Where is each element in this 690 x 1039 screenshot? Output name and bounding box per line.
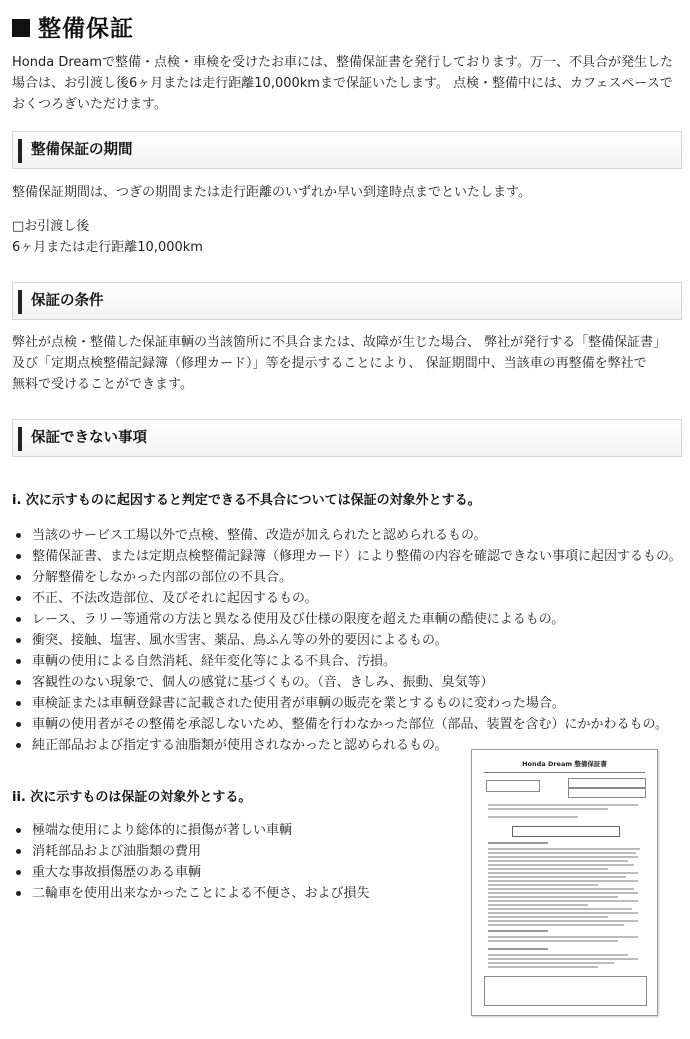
certificate-text-line: [488, 908, 632, 910]
list-item: 分解整備をしなかった内部の部位の不具合。: [12, 567, 681, 588]
certificate-text-line: [488, 864, 634, 866]
certificate-text-line: [488, 872, 638, 874]
certificate-text-line: [488, 892, 638, 894]
term-line: 6ヶ月または走行距離10,000km: [12, 240, 203, 255]
section-title-period: 整備保証の期間: [31, 142, 133, 158]
conditions-line: 無料で受けることができます。: [12, 377, 193, 392]
certificate-text-line: [488, 920, 638, 922]
certificate-text-line: [488, 930, 548, 932]
certificate-text-line: [488, 804, 638, 806]
page-title-text: 整備保証: [38, 16, 134, 42]
certificate-text-line: [488, 954, 628, 956]
list-item: レース、ラリー等通常の方法と異なる使用及び仕様の限度を超えた車輌の酷使によるもの。: [12, 609, 681, 630]
certificate-text-line: [488, 876, 626, 878]
certificate-text-line: [488, 958, 638, 960]
intro-line: 場合は、お引渡し後6ヶ月または走行距離10,000kmまで保証いたします。 点検・整備中には、カフェスペースで: [12, 76, 673, 91]
certificate-text-line: [488, 842, 548, 844]
section-header-exclusions: [12, 419, 682, 457]
certificate-field: [486, 780, 540, 792]
certificate-rule: [484, 772, 645, 773]
list-item: 純正部品および指定する油脂類が使用されなかったと認められるもの。: [12, 735, 681, 756]
header-bar: [18, 427, 22, 451]
certificate-text-line: [488, 896, 618, 898]
period-text: 整備保証期間は、つぎの期間または走行距離のいずれか早い到達時点までといたします。: [12, 185, 531, 200]
certificate-text-line: [488, 962, 614, 964]
conditions-paragraph: [12, 332, 682, 395]
certificate-text-line: [488, 868, 608, 870]
certificate-text-line: [488, 924, 624, 926]
list-item: 不正、不法改造部位、及びそれに起因するもの。: [12, 588, 681, 609]
certificate-field: [568, 788, 646, 798]
intro-line: Honda Dreamで整備・点検・車検を受けたお車には、整備保証書を発行しております。万一、不具合が発生した: [12, 55, 673, 70]
conditions-line: 及び「定期点検整備記録簿（修理カード）」等を提示することにより、 保証期間中、当該車の再整備を弊社で: [12, 356, 647, 371]
certificate-text-line: [488, 966, 598, 968]
term-line: □お引渡し後: [12, 219, 90, 234]
section-title-conditions: 保証の条件: [31, 293, 104, 309]
header-bar: [18, 139, 22, 163]
certificate-text-line: [488, 880, 638, 882]
certificate-text-line: [488, 900, 638, 902]
certificate-text-line: [488, 948, 548, 950]
header-bar: [18, 290, 22, 314]
list-item: 車検証または車輌登録書に記載された使用者が車輌の販売を業とするものに変わった場合。: [12, 693, 681, 714]
list-item: 車輌の使用者がその整備を承認しないため、整備を行わなかった部位（部品、装置を含む）にかかわるもの。: [12, 714, 681, 735]
certificate-text-line: [488, 888, 634, 890]
certificate-text-line: [488, 912, 638, 914]
exclusions-list-1: [12, 525, 681, 756]
list-item: 衝突、接触、塩害、風水雪害、薬品、鳥ふん等の外的要因によるもの。: [12, 630, 681, 651]
list-item: 極端な使用により総体的に損傷が著しい車輌: [12, 820, 369, 841]
certificate-period-band: [512, 826, 620, 837]
square-bullet-icon: [12, 19, 30, 37]
intro-line: おくつろぎいただけます。: [12, 97, 167, 112]
certificate-text-line: [488, 904, 588, 906]
certificate-title: Honda Dream 整備保証書: [522, 760, 607, 768]
section-title-exclusions: 保証できない事項: [31, 430, 147, 446]
list-item: 当該のサービス工場以外で点検、整備、改造が加えられたと認められるもの。: [12, 525, 681, 546]
certificate-field: [568, 778, 646, 788]
certificate-text-line: [488, 808, 608, 810]
certificate-text-line: [488, 860, 628, 862]
conditions-line: 弊社が点検・整備した保証車輌の当該箇所に不具合または、故障が生じた場合、 弊社が発行する「整備保証書」: [12, 335, 667, 350]
page-title: [12, 10, 134, 43]
list-item: 客観性のない現象で、個人の感覚に基づくもの。（音、きしみ、振動、臭気等）: [12, 672, 681, 693]
certificate-signature-box: [484, 976, 647, 1006]
certificate-text-line: [488, 816, 578, 818]
list-item: 重大な事故損傷歴のある車輌: [12, 862, 369, 883]
certificate-text-line: [488, 856, 638, 858]
warranty-certificate-image: [471, 749, 658, 1016]
certificate-text-line: [488, 936, 638, 938]
certificate-text-line: [488, 916, 608, 918]
certificate-text-line: [488, 848, 640, 850]
section-header-period: [12, 131, 682, 169]
exclusions-subheading-2: ii. 次に示すものは保証の対象外とする。: [12, 790, 252, 805]
list-item: 整備保証書、または定期点検整備記録簿（修理カード）により整備の内容を確認できない事項に起因するもの。: [12, 546, 681, 567]
exclusions-subheading-1: i. 次に示すものに起因すると判定できる不具合については保証の対象外とする。: [12, 493, 481, 508]
intro-paragraph: [12, 52, 682, 115]
list-item: 車輌の使用による自然消耗、経年変化等による不具合、汚損。: [12, 651, 681, 672]
certificate-text-line: [488, 884, 598, 886]
exclusions-list-2: [12, 820, 369, 904]
certificate-text-line: [488, 940, 618, 942]
list-item: 消耗部品および油脂類の費用: [12, 841, 369, 862]
section-header-conditions: [12, 282, 682, 320]
period-term: [12, 216, 682, 258]
list-item: 二輪車を使用出来なかったことによる不便さ、および損失: [12, 883, 369, 904]
certificate-text-line: [488, 852, 636, 854]
